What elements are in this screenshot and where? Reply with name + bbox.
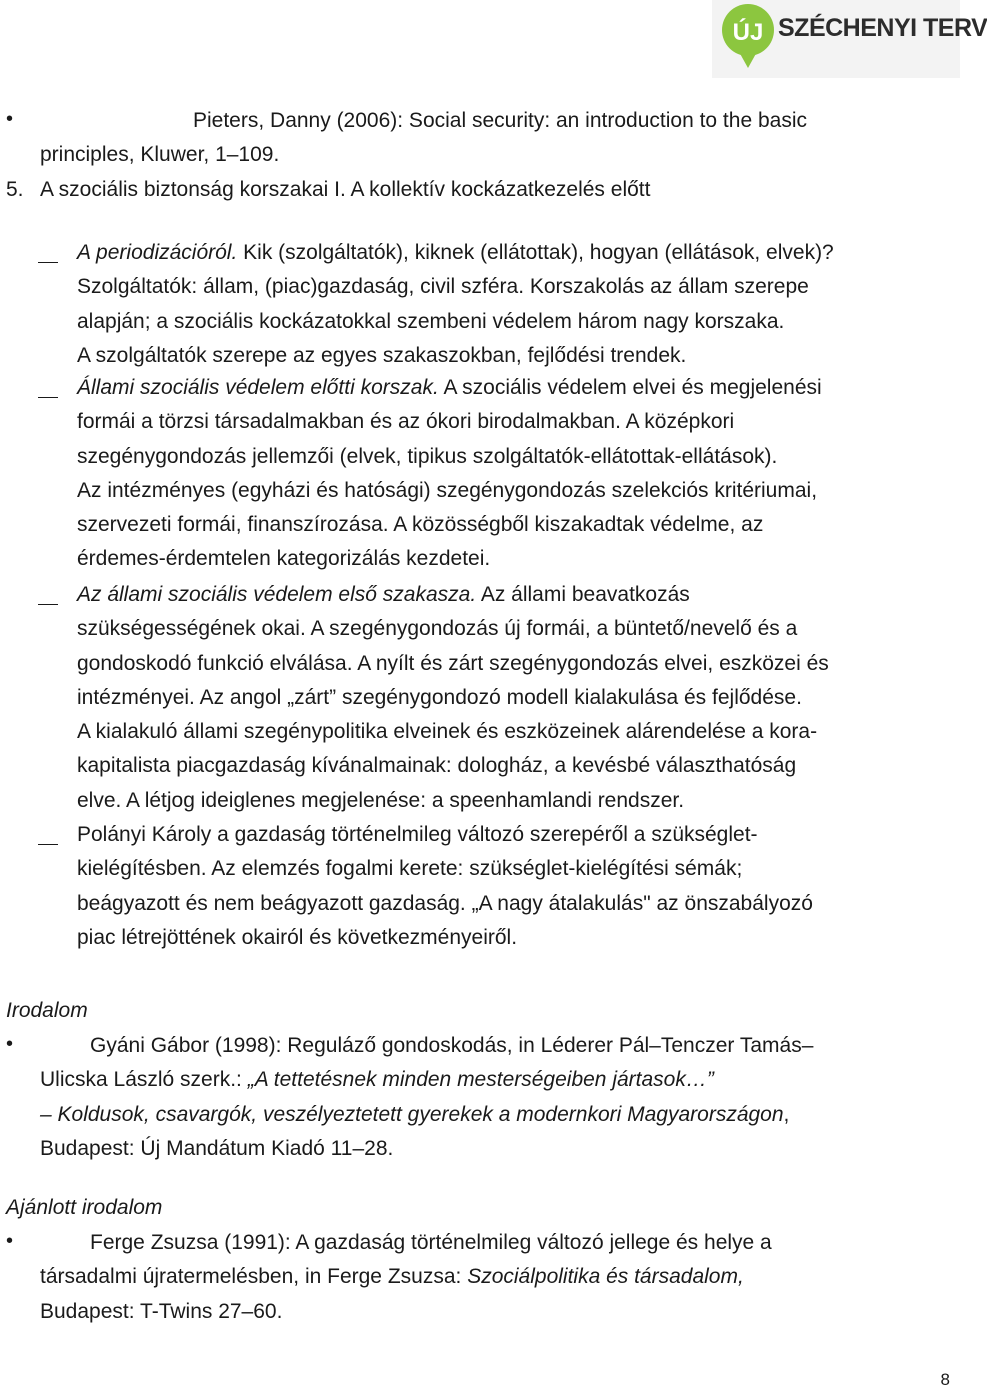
topic-polanyi: Polányi Károly a gazdaság történelmileg változó szerepéről a szükséglet- kielégítésben. Az elemzés fogalmi kerete: szükséglet-kielégítési sémák; beágyazott és nem beágyazott gazdaság. „A nagy átalakulás" az önszabályozó piac létrejöttének okairól és következményeiről. — [77, 823, 813, 949]
uj-badge-icon — [712, 0, 782, 78]
dash-bullet — [38, 604, 58, 605]
bullet: • — [6, 1230, 14, 1252]
page-number: 8 — [940, 1370, 950, 1389]
ajanlott-irodalom-heading: Ajánlott irodalom — [6, 1196, 163, 1219]
reference-ferge: Ferge Zsuzsa (1991): A gazdaság történelmileg változó jellege és helye a társadalmi újratermelésben, in Ferge Zsuzsa: Szociálpolitika és társadalom, Budapest: T-Twins 27–60. — [40, 1231, 772, 1323]
logo-badge-text: ÚJ — [732, 19, 764, 46]
szechenyi-terv-logo — [712, 0, 987, 78]
logo-text: SZÉCHENYI TERV — [778, 14, 987, 42]
dash-bullet — [38, 397, 58, 398]
dash-bullet — [38, 262, 58, 263]
topic-first-state-phase: Az állami szociális védelem első szakasza. Az állami beavatkozás szükségességének okai. A szegénygondozás új formái, a büntető/nevelő és a gondoskodó funkció elválása. A nyílt és zárt szegénygondozás elvei, eszközei és intézményei. Az angol „zárt” szegénygondozó modell kialakulása és fejlődése. A kialakuló állami szegénypolitika elveinek és eszközeinek alárendelése a kora- kapitalista piacgazdaság kívánalmainak: dologház, a kevésbé választhatóság elve. A létjog ideiglenes megjelenése: a speenhamlandi rendszer. — [77, 583, 829, 812]
irodalom-heading: Irodalom — [6, 999, 88, 1022]
topic-periodization: A periodizációról. Kik (szolgáltatók), kiknek (ellátottak), hogyan (ellátások, elvek)? Szolgáltatók: állam, (piac)gazdaság, civil szféra. Korszakolás az állam szerepe alapján; a szociális kockázatokkal szembeni védelem három nagy korszaka. A szolgáltatók szerepe az egyes szakaszokban, fejlődési trendek. — [77, 241, 834, 367]
bullet: • — [6, 1033, 14, 1055]
reference-gyani: Gyáni Gábor (1998): Reguláző gondoskodás, in Léderer Pál–Tenczer Tamás– Ulicska László szerk.: „A tettetésnek minden mesterségeiben jártasok…” – Koldusok, csavargók, veszélyeztetett gyerekek a modernkori Magyarországon, Budapest: Új Mandátum Kiadó 11–28. — [40, 1034, 814, 1160]
section-heading: 5. A szociális biztonság korszakai I. A kollektív kockázatkezelés előtt — [6, 178, 651, 201]
topic-pre-state-era: Állami szociális védelem előtti korszak. A szociális védelem elvei és megjelenési formái a törzsi társadalmakban és az ókori birodalmakban. A középkori szegénygondozás jellemzői (elvek, tipikus szolgáltatók-ellátottak-ellátások). Az intézményes (egyházi és hatósági) szegénygondozás szelekciós kritériumai, szervezeti formái, finanszírozása. A közösségből kiszakadtak védelme, az érdemes-érdemtelen kategorizálás kezdetei. — [77, 376, 822, 571]
bullet: • — [6, 108, 14, 130]
reference-pieters: Pieters, Danny (2006): Social security: an introduction to the basic principles, Kluwer, 1–109. — [40, 109, 807, 167]
dash-bullet — [38, 844, 58, 845]
